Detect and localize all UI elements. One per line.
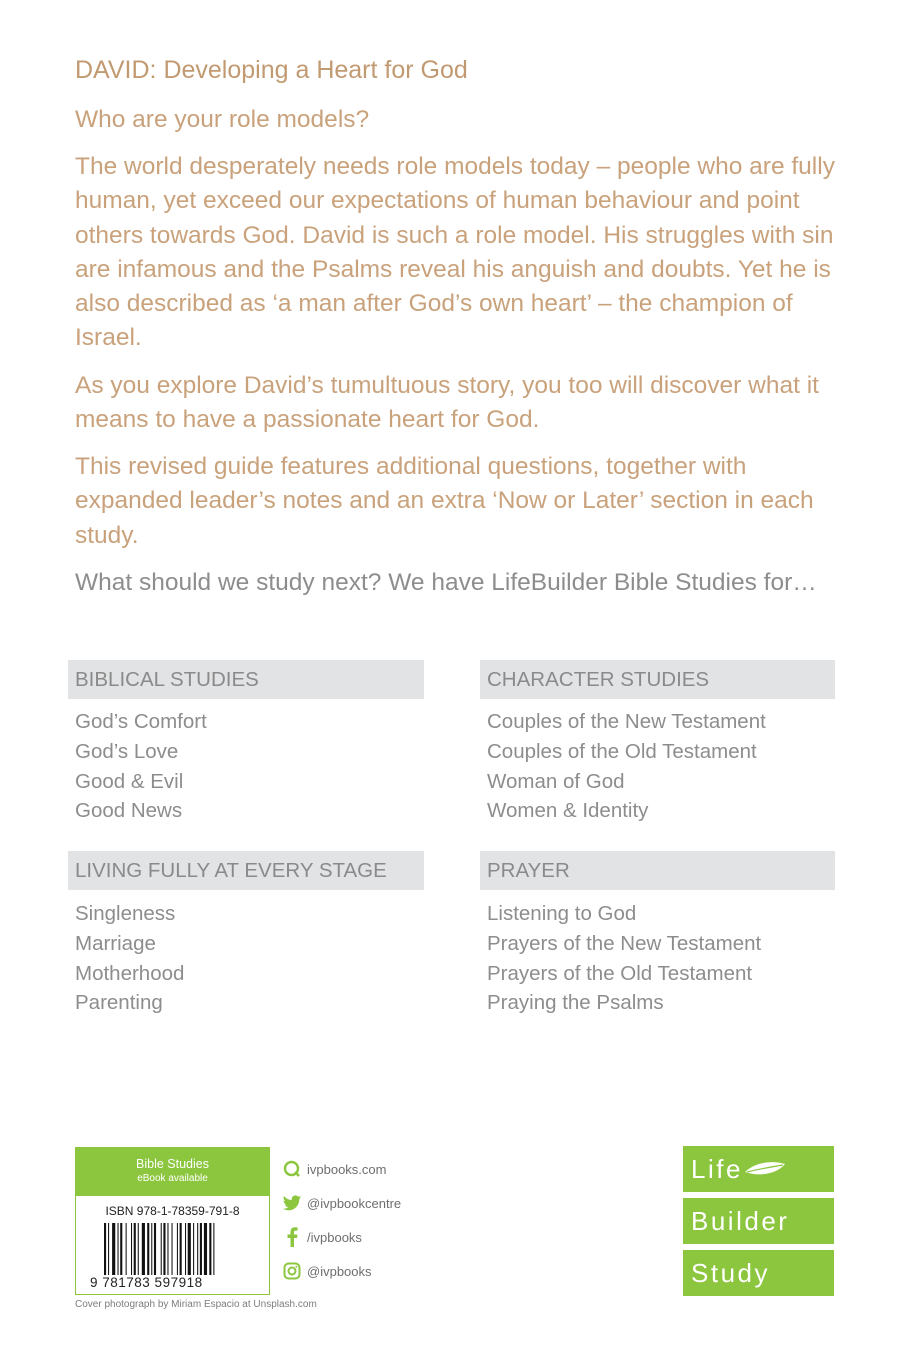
logo-life [683,1146,834,1192]
list-item: Marriage [75,931,156,955]
list-item: Couples of the Old Testament [487,739,757,763]
barcode-label [76,1148,269,1196]
category-header-prayer: PRAYER [480,851,835,890]
list-item: God’s Love [75,739,179,763]
logo-text-study: Study [691,1258,770,1288]
list-item: Praying the Psalms [487,991,664,1015]
description-paragraph-2: As you explore David’s tumultuous story, you too will discover what it means to have a passionate heart for God. [75,372,819,434]
description-paragraph-3: This revised guide features additional questions, together with expanded leader’s notes and an extra ‘Now or Later’ section in each study. [75,453,814,549]
logo-text-life: Life [691,1154,743,1184]
social-text: @ivpbookcentre [307,1195,402,1211]
list-item: Prayers of the Old Testament [487,961,753,985]
social-twitter[interactable] [282,1192,401,1214]
logo-builder [683,1198,834,1244]
facebook-icon [282,1227,302,1247]
isbn-text: ISBN 978-1-78359-791-8 [105,1204,240,1218]
list-item: Prayers of the New Testament [487,931,762,955]
social-text: /ivpbooks [307,1229,362,1245]
leaf-icon [743,1160,787,1178]
category-header-character: CHARACTER STUDIES [480,660,835,699]
next-study-prompt: What should we study next? We have LifeBuilder Bible Studies for… [75,569,817,596]
ebook-label: eBook available [137,1173,208,1184]
logo-study [683,1250,834,1296]
logo-text-builder: Builder [691,1206,790,1236]
list-item: Listening to God [487,902,637,925]
list-item: Good News [75,799,183,823]
category-list-character [487,707,766,826]
ivp-q-icon [282,1159,302,1179]
photo-credit: Cover photograph by Miriam Espacio at Unsplash.com [75,1299,317,1310]
category-list-prayer [487,899,761,1018]
social-text: @ivpbooks [307,1263,372,1279]
social-instagram[interactable] [282,1260,372,1282]
list-item: Good & Evil [75,769,184,793]
category-header-biblical: BIBLICAL STUDIES [68,660,424,699]
bible-studies-label: Bible Studies [136,1157,209,1171]
twitter-icon [282,1193,302,1213]
list-item: Woman of God [487,769,625,793]
list-item: Singleness [75,902,176,925]
instagram-icon [282,1261,302,1281]
barcode-icon [104,1223,244,1275]
category-list-biblical [75,707,207,826]
category-list-living [75,899,184,1018]
book-title: DAVID: Developing a Heart for God [75,56,468,84]
list-item: Couples of the New Testament [487,710,766,733]
list-item: Women & Identity [487,799,649,823]
barcode-number: 9 781783 597918 [90,1275,203,1290]
social-text: ivpbooks.com [307,1161,387,1177]
barcode-box [75,1147,270,1295]
list-item: God’s Comfort [75,710,207,733]
social-facebook[interactable] [282,1226,362,1248]
social-website[interactable] [282,1158,386,1180]
category-header-living: LIVING FULLY AT EVERY STAGE [68,851,424,890]
list-item: Parenting [75,991,163,1015]
description-paragraph-1: The world desperately needs role models today – people who are fully human, yet exceed our expectations of human behaviour and point others towards God. David is such a role model. His struggles with sin are infamous and the Psalms reveal his anguish and doubts. Yet he is also described as ‘a man after God’s own heart’ – the champion of Israel. [75,153,835,352]
intro-question: Who are your role models? [75,106,370,133]
list-item: Motherhood [75,961,185,985]
